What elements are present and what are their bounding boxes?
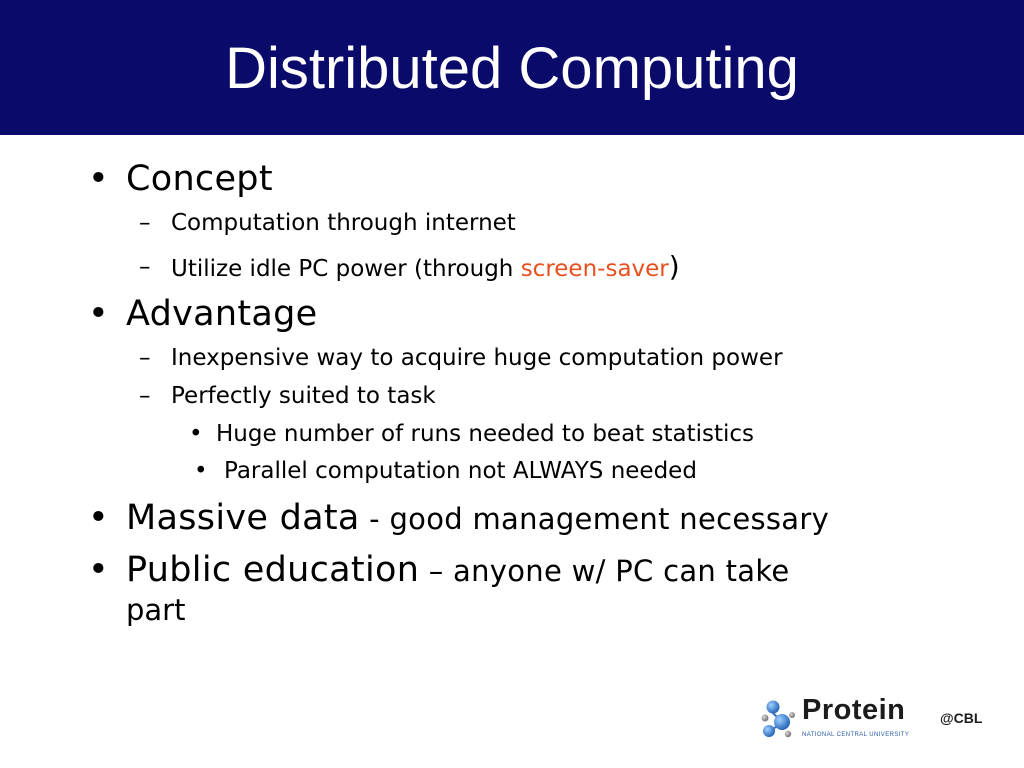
bullet-text — [126, 496, 829, 541]
bullet-marker: • — [194, 458, 208, 484]
dash-marker: – — [139, 210, 151, 236]
highlight-text: screen-saver — [520, 256, 669, 282]
bullet-label: Advantage — [126, 294, 318, 334]
text-part: ) — [668, 250, 680, 283]
bullet-label: Massive data — [126, 498, 360, 538]
sub-bullet-text: Inexpensive way to acquire huge computation power — [171, 345, 783, 371]
sub-sub-bullet-text: Huge number of runs needed to beat statistics — [216, 421, 755, 447]
dash-marker: – — [139, 254, 151, 280]
bullet-marker: • — [189, 421, 203, 447]
logo-wordmark: Protein — [802, 694, 906, 726]
molecule-icon — [760, 696, 802, 744]
bullet-label: Public education — [126, 550, 420, 590]
bullet-marker: • — [88, 498, 109, 538]
bullet-text — [126, 548, 790, 593]
logo-subtitle: NATIONAL CENTRAL UNIVERSITY — [802, 732, 910, 738]
sub-bullet-text: Perfectly suited to task — [171, 383, 436, 409]
text-part: Utilize idle PC power (through — [171, 256, 521, 282]
sub-bullet-text — [171, 252, 680, 284]
bullet-marker: • — [88, 294, 109, 334]
protein-cbl-logo — [760, 696, 996, 746]
sub-sub-bullet-text: Parallel computation not ALWAYS needed — [224, 458, 697, 484]
bullet-marker: • — [88, 159, 109, 199]
bullet-wrap-text: part — [126, 593, 186, 627]
sub-bullet-text: Computation through internet — [171, 210, 516, 236]
dash-marker: – — [139, 345, 151, 371]
bullet-rest: – anyone w/ PC can take — [419, 554, 790, 588]
dash-marker: – — [139, 383, 151, 409]
bullet-marker: • — [88, 550, 109, 590]
bullet-rest: - good management necessary — [359, 502, 830, 536]
slide-title: Distributed Computing — [225, 36, 799, 101]
bullet-label: Concept — [126, 159, 273, 199]
logo-suffix: @CBL — [940, 710, 983, 726]
